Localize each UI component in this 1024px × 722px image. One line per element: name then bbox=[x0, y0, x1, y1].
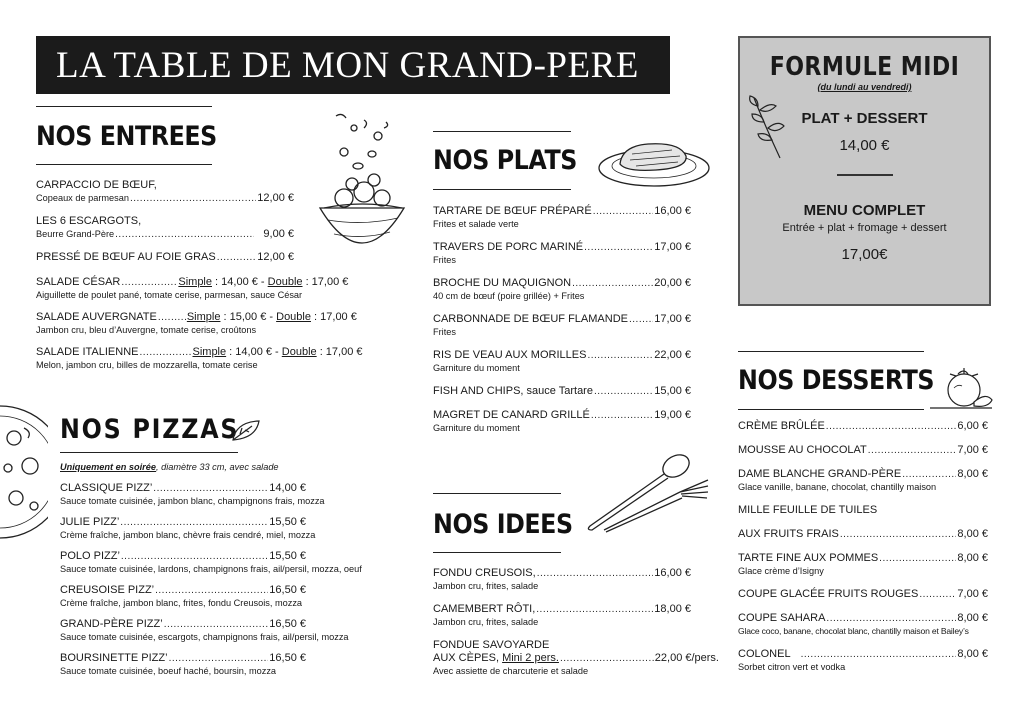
item-desc: Sauce tomate cuisinée, lardons, champignons frais, ail/persil, mozza, oeuf bbox=[60, 564, 362, 574]
item-price: 16,50 € bbox=[269, 618, 306, 630]
item-name: JULIE PIZZ’ bbox=[60, 516, 120, 528]
plats-heading: NOS PLATS bbox=[433, 145, 577, 176]
item-name: TARTE FINE AUX POMMES bbox=[738, 552, 879, 564]
item-desc: Beurre Grand-Père bbox=[36, 229, 115, 239]
menu-item bbox=[738, 420, 988, 433]
item-price: 9,00 € bbox=[263, 228, 294, 240]
menu-item bbox=[433, 409, 691, 434]
menu-item bbox=[738, 444, 988, 457]
item-desc: Aiguillette de poulet pané, tomate cerise, parmesan, sauce César bbox=[36, 290, 303, 300]
item-desc: Avec assiette de charcuterie et salade bbox=[433, 666, 589, 676]
plats-rule-bottom bbox=[433, 189, 571, 190]
item-desc: Sauce tomate cuisinée, boeuf haché, boursin, mozza bbox=[60, 666, 277, 676]
item-price: 8,00 € bbox=[957, 468, 988, 480]
item-price: 7,00 € bbox=[957, 588, 988, 600]
item-desc: Crème fraîche, jambon blanc, chèvre frais cendré, miel, mozza bbox=[60, 530, 316, 540]
menu-item bbox=[738, 552, 988, 577]
simple-label: Simple bbox=[192, 346, 227, 358]
entrees-heading: NOS ENTREES bbox=[36, 121, 217, 152]
item-price: 8,00 € bbox=[957, 648, 988, 660]
item-name: FONDU CREUSOIS, bbox=[433, 567, 536, 579]
item-name: PRESSÉ DE BŒUF AU FOIE GRAS bbox=[36, 251, 216, 263]
menu-item bbox=[433, 349, 691, 374]
desserts-list bbox=[738, 420, 988, 673]
item-name: LES 6 ESCARGOTS, bbox=[36, 215, 142, 227]
item-desc: Melon, jambon cru, billes de mozzarella, tomate cerise bbox=[36, 360, 258, 370]
entrees-rule-top bbox=[36, 106, 212, 107]
idees-heading: NOS IDEES bbox=[433, 509, 573, 540]
herb-sprig-icon bbox=[746, 92, 786, 162]
menu-item bbox=[36, 276, 349, 301]
formule-option2-price: 17,00€ bbox=[841, 246, 888, 263]
double-label: Double bbox=[281, 346, 317, 358]
item-desc: Frites bbox=[433, 327, 456, 337]
item-desc: Glace crème d’Isigny bbox=[738, 566, 824, 576]
mini-label: Mini 2 pers. bbox=[502, 652, 559, 664]
formule-option1-price: 14,00 € bbox=[839, 137, 890, 154]
formule-title: FORMULE MIDI bbox=[769, 52, 960, 82]
menu-item bbox=[738, 528, 988, 541]
double-price: : 17,00 € bbox=[310, 311, 357, 323]
double-label: Double bbox=[267, 276, 303, 288]
item-name: SALADE CÉSAR bbox=[36, 276, 121, 288]
simple-price: : 15,00 € - bbox=[220, 311, 277, 323]
formule-midi-box bbox=[738, 36, 991, 306]
item-price: 16,00 € bbox=[654, 205, 691, 217]
item-desc: Copeaux de parmesan bbox=[36, 193, 129, 203]
item-name-line1: FONDUE SAVOYARDE bbox=[433, 639, 550, 651]
double-price: : 17,00 € bbox=[316, 346, 363, 358]
simple-price: : 14,00 € - bbox=[212, 276, 268, 288]
item-name: RIS DE VEAU AUX MORILLES bbox=[433, 349, 587, 361]
item-price: 12,00 € bbox=[257, 251, 294, 263]
item-price: 14,00 € bbox=[269, 482, 306, 494]
item-name: CARPACCIO DE BŒUF, bbox=[36, 179, 157, 191]
item-name: MOUSSE AU CHOCOLAT bbox=[738, 444, 867, 456]
item-desc: Glace vanille, banane, chocolat, chantilly maison bbox=[738, 482, 937, 492]
formule-option2-detail: Entrée + plat + fromage + dessert bbox=[782, 222, 947, 234]
menu-item bbox=[433, 313, 691, 338]
item-name: CARBONNADE DE BŒUF FLAMANDE bbox=[433, 313, 628, 325]
formule-separator bbox=[837, 174, 893, 176]
desserts-rule-top bbox=[738, 351, 924, 352]
entrees-rule-bottom bbox=[36, 164, 212, 165]
item-name: TRAVERS DE PORC MARINÉ bbox=[433, 241, 584, 253]
menu-item bbox=[433, 385, 691, 398]
item-price: 17,00 € bbox=[654, 241, 691, 253]
menu-item bbox=[60, 482, 325, 507]
item-desc: Jambon cru, frites, salade bbox=[433, 617, 539, 627]
menu-item bbox=[36, 179, 294, 205]
item-name: MAGRET DE CANARD GRILLÉ bbox=[433, 409, 590, 421]
tomato-icon bbox=[928, 366, 994, 412]
item-price: 19,00 € bbox=[654, 409, 691, 421]
item-price: 8,00 € bbox=[957, 612, 988, 624]
item-name: AUX FRUITS FRAIS bbox=[738, 528, 839, 540]
item-price: 16,50 € bbox=[269, 584, 306, 596]
item-price: 6,00 € bbox=[957, 420, 988, 432]
item-desc: Jambon cru, frites, salade bbox=[433, 581, 539, 591]
item-desc: Jambon cru, bleu d’Auvergne, tomate cerise, croûtons bbox=[36, 325, 257, 335]
item-name: DAME BLANCHE GRAND-PÈRE bbox=[738, 468, 902, 480]
item-price: 18,00 € bbox=[654, 603, 691, 615]
item-name: CREUSOISE PIZZ’ bbox=[60, 584, 155, 596]
item-name: SALADE ITALIENNE bbox=[36, 346, 139, 358]
menu-item bbox=[36, 251, 294, 264]
menu-item bbox=[433, 277, 691, 302]
item-name: COUPE SAHARA bbox=[738, 612, 826, 624]
item-price: 15,50 € bbox=[269, 550, 306, 562]
simple-label: Simple bbox=[178, 276, 212, 288]
menu-item bbox=[60, 550, 362, 575]
menu-item bbox=[36, 215, 294, 241]
double-label: Double bbox=[276, 311, 311, 323]
desserts-rule-bottom bbox=[738, 409, 924, 410]
menu-item bbox=[738, 468, 988, 493]
menu-item bbox=[60, 618, 349, 643]
item-price: 15,50 € bbox=[269, 516, 306, 528]
pizzas-heading: NOS PIZZAS bbox=[60, 414, 240, 445]
item-name: COUPE GLACÉE FRUITS ROUGES bbox=[738, 588, 919, 600]
menu-item bbox=[433, 639, 719, 677]
item-desc: Sauce tomate cuisinée, jambon blanc, champignons frais, mozza bbox=[60, 496, 325, 506]
restaurant-title: LA TABLE DE MON GRAND-PERE bbox=[36, 36, 670, 94]
pizzas-note bbox=[60, 461, 306, 473]
idees-rule-top bbox=[433, 493, 561, 494]
pizzas-note-rest: , diamètre 33 cm, avec salade bbox=[155, 462, 279, 472]
menu-item bbox=[738, 588, 988, 601]
item-desc: Crème fraîche, jambon blanc, frites, fondu Creusois, mozza bbox=[60, 598, 303, 608]
pizzas-note-bold: Uniquement en soirée bbox=[60, 462, 156, 472]
menu-item bbox=[60, 516, 316, 541]
pizzas-list bbox=[60, 461, 362, 677]
menu-item bbox=[738, 648, 988, 673]
formule-option1-title: PLAT + DESSERT bbox=[801, 110, 928, 127]
menu-item bbox=[60, 584, 306, 609]
steak-plate-icon bbox=[596, 134, 712, 190]
menu-item bbox=[738, 504, 988, 517]
item-desc: Glace coco, banane, chocolat blanc, chantilly maison et Bailey’s bbox=[738, 626, 969, 636]
menu-item bbox=[36, 311, 357, 336]
item-desc: Garniture du moment bbox=[433, 363, 520, 373]
menu-item bbox=[433, 241, 691, 266]
item-price: 16,00 € bbox=[654, 567, 691, 579]
item-desc: Sauce tomate cuisinée, escargots, champignons frais, ail/persil, mozza bbox=[60, 632, 349, 642]
item-price: 8,00 € bbox=[957, 528, 988, 540]
item-price: 22,00 € bbox=[654, 349, 691, 361]
item-name: POLO PIZZ’ bbox=[60, 550, 120, 562]
menu-item bbox=[36, 346, 363, 371]
pizzas-rule bbox=[60, 452, 238, 453]
formule-option2-title: MENU COMPLET bbox=[803, 202, 926, 219]
salad-bowl-icon bbox=[314, 108, 410, 268]
item-name: BOURSINETTE PIZZ’ bbox=[60, 652, 168, 664]
plats-list bbox=[433, 205, 691, 434]
pizza-icon bbox=[0, 402, 48, 542]
item-price: 22,00 €/pers. bbox=[654, 652, 719, 664]
item-name: MILLE FEUILLE DE TUILES bbox=[738, 504, 878, 516]
item-name: CLASSIQUE PIZZ’ bbox=[60, 482, 153, 494]
entrees-list bbox=[36, 179, 363, 381]
item-name: SALADE AUVERGNATE bbox=[36, 311, 157, 323]
item-name: TARTARE DE BŒUF PRÉPARÉ bbox=[433, 205, 592, 217]
simple-label: Simple bbox=[186, 311, 221, 323]
item-price: 7,00 € bbox=[957, 444, 988, 456]
item-desc: Frites et salade verte bbox=[433, 219, 519, 229]
item-desc: Frites bbox=[433, 255, 456, 265]
item-name: BROCHE DU MAQUIGNON bbox=[433, 277, 572, 289]
item-price: 16,50 € bbox=[269, 652, 306, 664]
item-name: GRAND-PÈRE PIZZ’ bbox=[60, 618, 163, 630]
item-price: 15,00 € bbox=[654, 385, 691, 397]
menu-item bbox=[433, 567, 719, 592]
item-desc: 40 cm de bœuf (poire grillée) + Frites bbox=[433, 291, 585, 301]
spoon-fork-icon bbox=[584, 448, 714, 534]
item-price: 8,00 € bbox=[957, 552, 988, 564]
desserts-heading: NOS DESSERTS bbox=[738, 365, 935, 396]
idees-rule-bottom bbox=[433, 552, 561, 553]
idees-list bbox=[433, 567, 719, 687]
item-name: FISH AND CHIPS, sauce Tartare bbox=[433, 385, 593, 397]
item-desc: Sorbet citron vert et vodka bbox=[738, 662, 846, 672]
plats-rule-top bbox=[433, 131, 571, 132]
item-name: CRÈME BRÛLÉE bbox=[738, 420, 825, 432]
item-price: 12,00 € bbox=[257, 192, 294, 204]
item-name: COLONEL bbox=[738, 648, 791, 660]
item-price: 17,00 € bbox=[654, 313, 691, 325]
menu-item bbox=[433, 205, 691, 230]
menu-item bbox=[60, 652, 306, 677]
menu-item bbox=[738, 612, 988, 637]
double-price: : 17,00 € bbox=[302, 276, 349, 288]
menu-item bbox=[433, 603, 719, 628]
item-desc: Garniture du moment bbox=[433, 423, 520, 433]
leaf-icon bbox=[230, 418, 262, 444]
formule-subtitle: (du lundi au vendredi) bbox=[817, 82, 912, 92]
item-price: 20,00 € bbox=[654, 277, 691, 289]
item-name: AUX CÈPES, bbox=[433, 652, 503, 664]
simple-price: : 14,00 € - bbox=[226, 346, 282, 358]
item-name: CAMEMBERT RÔTI, bbox=[433, 603, 536, 615]
